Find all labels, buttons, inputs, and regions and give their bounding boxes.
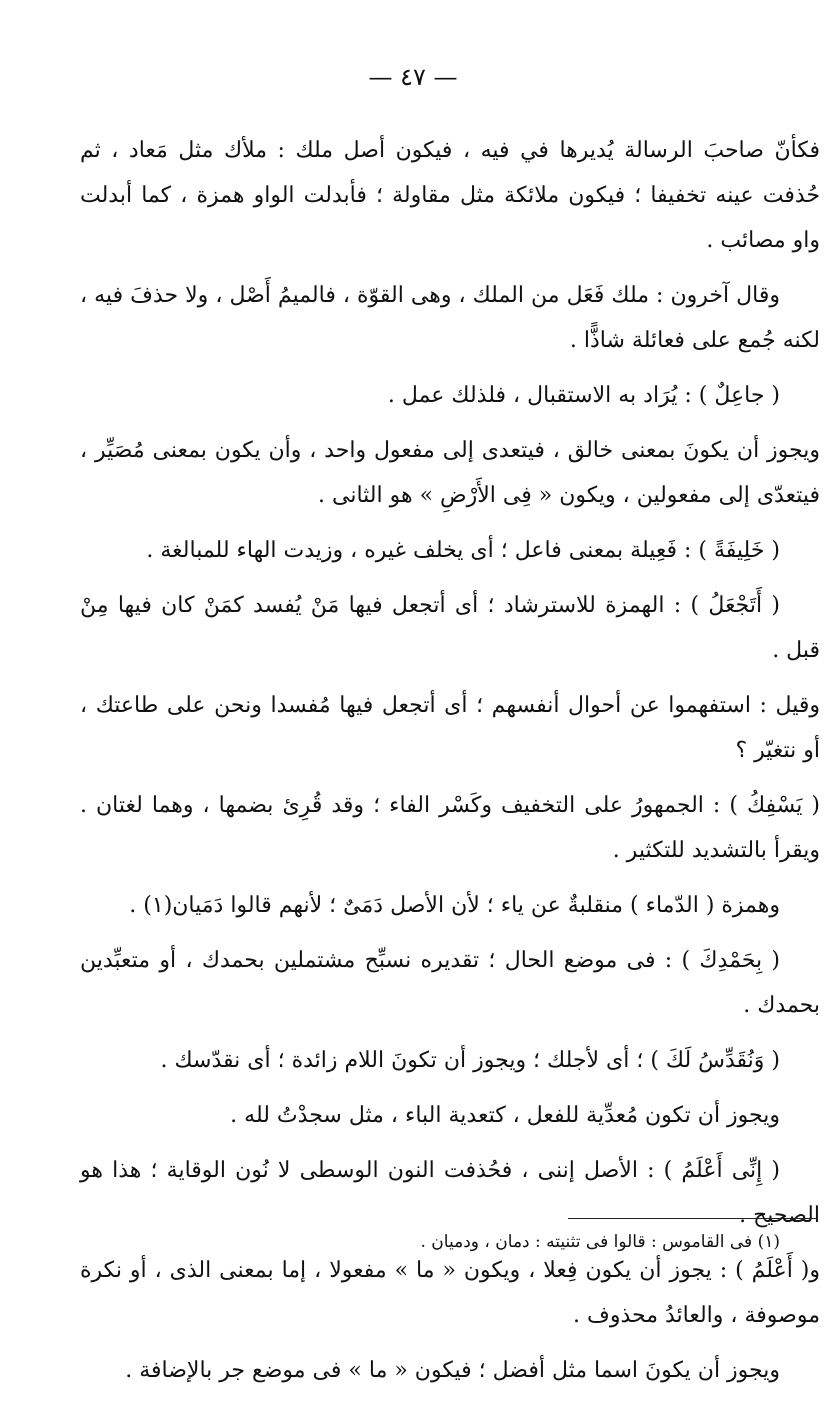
paragraph-inni-alam: ( إِنِّى أَعْلَمُ ) : الأصل إننى ، فحُذفت النون الوسطى لا نُون الوقاية ؛ هذا هو الصحيح .: [80, 1158, 820, 1228]
paragraph-tadiya: ويجوز أن تكون مُعدِّية للفعل ، كتعدية الباء ، مثل سجدْتُ لله .: [230, 1103, 780, 1128]
paragraph-dima: وهمزة ( الدّماء ) منقلبةٌ عن ياء ؛ لأن الأصل دَمَىٌ ؛ لأنهم قالوا دَمَيان(١) .: [129, 893, 780, 918]
paragraph-bihamdik: ( بِحَمْدِكَ ) : فى موضع الحال ؛ تقديره نسبِّح مشتملين بحمدك ، أو متعبِّدين بحمدك .: [80, 948, 820, 1018]
paragraph-alam-noun: ويجوز أن يكونَ اسما مثل أفضل ؛ فيكون « ما » فى موضع جر بالإضافة .: [125, 1358, 780, 1383]
paragraph-atajal-alt: وقيل : استفهموا عن أحوال أنفسهم ؛ أى أتجعل فيها مُفسدا ونحن على طاعتك ، أو نتغيّر ؟: [80, 693, 820, 763]
main-text: [80, 128, 820, 1403]
paragraph-nuqaddis: ( وَنُقَدِّسُ لَكَ ) ؛ أى لأجلك ؛ ويجوز أن تكونَ اللام زائدة ؛ أى نقدّسك .: [160, 1048, 780, 1073]
paragraph-khalifa: ( خَلِيفَةً ) : فَعِيلة بمعنى فاعل ؛ أى يخلف غيره ، وزيدت الهاء للمبالغة .: [146, 538, 780, 563]
paragraph-alam-verb: و( أَعْلَمُ ) : يجوز أن يكون فِعلا ، ويكون « ما » مفعولا ، إما بمعنى الذى ، أو نكرة موصوفة ، والعائدُ محذوف .: [80, 1258, 820, 1328]
page-number: — ٤٧ —: [368, 63, 458, 91]
paragraph-jaail: ( جاعِلٌ ) : يُرَاد به الاستقبال ، فلذلك عمل .: [387, 383, 780, 408]
footnote: (١) فى القاموس : قالوا فى تثنيته : دمان ، ودميان .: [420, 1232, 780, 1252]
footnote-divider: [568, 1218, 818, 1219]
paragraph-malak-origin: فكأنّ صاحبَ الرسالة يُديرها في فيه ، فيكون أصل ملك : ملأك مثل مَعاد ، ثم حُذفت عينه تخفيفا ؛ فيكون ملائكة مثل مقاولة ؛ فأبدلت الواو همزة ، كما أبدلت واو مصائب .: [80, 138, 820, 253]
paragraph-yasfik: ( يَسْفِكُ ) : الجمهورُ على التخفيف وكَسْر الفاء ؛ وقد قُرِئ بضمها ، وهما لغتان . ويقرأ بالتشديد للتكثير .: [80, 793, 820, 863]
paragraph-atajal: ( أَتَجْعَلُ ) : الهمزة للاسترشاد ؛ أى أتجعل فيها مَنْ يُفسد كمَنْ كان فيها مِنْ قبل .: [80, 593, 820, 663]
paragraph-jaail-meaning: ويجوز أن يكونَ بمعنى خالق ، فيتعدى إلى مفعول واحد ، وأن يكون بمعنى مُصَيِّر ، فيتعدّى إلى مفعولين ، ويكون « فِى الأَرْضِ » هو الثانى .: [80, 438, 820, 508]
paragraph-other-opinion: وقال آخرون : ملك فَعَل من الملك ، وهى القوّة ، فالميمُ أَصْل ، ولا حذفَ فيه ، لكنه جُمع على فعائلة شاذًّا .: [80, 283, 820, 353]
